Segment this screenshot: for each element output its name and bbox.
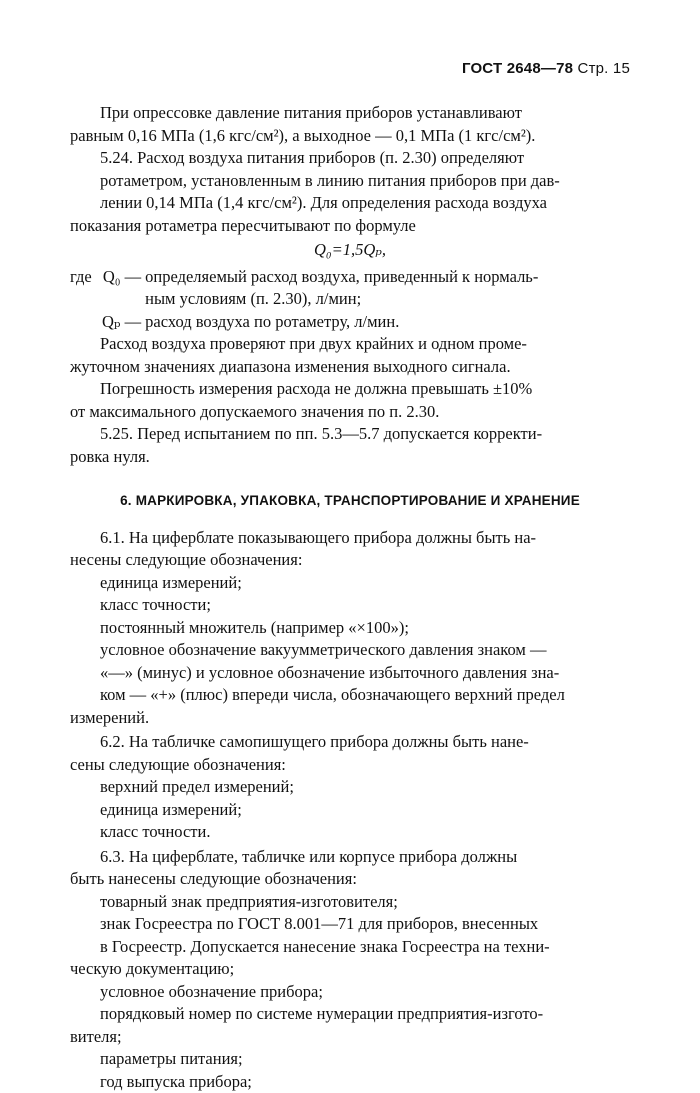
legend-symbol: Q₀ —: [102, 266, 141, 311]
paragraph-5-24: [70, 147, 630, 237]
paragraph-serial-number: [70, 1003, 630, 1048]
page-content: [70, 102, 630, 1093]
text-line: условное обозначение вакуумметрического давления знаком —: [70, 639, 630, 662]
list-item: год выпуска прибора;: [100, 1071, 630, 1093]
legend-description: [145, 266, 630, 311]
text-line: порядковый номер по системе нумерации предприятия-изгото-: [70, 1003, 630, 1026]
text-line: 5.25. Перед испытанием по пп. 5.3—5.7 допускается корректи-: [70, 423, 630, 446]
text-line: 6.2. На табличке самопишущего прибора должны быть нане-: [70, 731, 630, 754]
marking-list: [70, 776, 630, 844]
text-line: от максимального допускаемого значения по п. 2.30.: [70, 402, 439, 421]
list-item: параметры питания;: [100, 1048, 630, 1071]
list-item: постоянный множитель (например «×100»);: [100, 617, 630, 640]
list-item: класс точности.: [100, 821, 630, 844]
text-line: «—» (минус) и условное обозначение избыточного давления зна-: [70, 662, 630, 685]
text-line: несены следующие обозначения:: [70, 550, 302, 569]
list-item: товарный знак предприятия-изготовителя;: [100, 891, 630, 914]
list-item: единица измерений;: [100, 572, 630, 595]
text-line: определяемый расход воздуха, приведенный к нормаль-: [145, 266, 630, 289]
text-line: Расход воздуха проверяют при двух крайних и одном проме-: [70, 333, 630, 356]
formula: Q₀=1,5Qₚ,: [70, 239, 630, 262]
text-line: сены следующие обозначения:: [70, 755, 286, 774]
paragraph-sign-notation: [70, 639, 630, 729]
list-item: условное обозначение прибора;: [100, 981, 630, 1004]
paragraph-error: [70, 378, 630, 423]
text-line: вителя;: [70, 1027, 122, 1046]
legend-description: расход воздуха по ротаметру, л/мин.: [145, 311, 630, 334]
text-line: ротаметром, установленным в линию питания приборов при дав-: [70, 170, 630, 193]
text-line: При опрессовке давление питания приборов устанавливают: [70, 102, 630, 125]
where-label: где: [70, 266, 98, 311]
text-line: ческую документацию;: [70, 959, 234, 978]
text-line: 5.24. Расход воздуха питания приборов (п. 2.30) определяют: [70, 147, 630, 170]
text-line: жуточном значениях диапазона изменения выходного сигнала.: [70, 357, 511, 376]
paragraph-6-1: [70, 527, 630, 572]
text-line: 6.3. На циферблате, табличке или корпусе прибора должны: [70, 846, 630, 869]
text-line: лении 0,14 МПа (1,4 кгс/см²). Для определения расхода воздуха: [70, 192, 630, 215]
paragraph-6-2: [70, 731, 630, 776]
marking-list: [70, 891, 630, 914]
page-number: Стр. 15: [578, 60, 630, 77]
paragraph-6-3: [70, 846, 630, 891]
marking-list: [70, 572, 630, 640]
paragraph-5-25: [70, 423, 630, 468]
text-line: измерений.: [70, 708, 149, 727]
list-item: единица измерений;: [100, 799, 630, 822]
text-line: ком — «+» (плюс) впереди числа, обозначающего верхний предел: [70, 684, 630, 707]
text-line: ным условиям (п. 2.30), л/мин;: [145, 289, 361, 308]
text-line: 6.1. На циферблате показывающего прибора должны быть на-: [70, 527, 630, 550]
marking-list: [70, 1048, 630, 1093]
text-line: знак Госреестра по ГОСТ 8.001—71 для приборов, внесенных: [70, 913, 630, 936]
text-line: равным 0,16 МПа (1,6 кгс/см²), а выходное — 0,1 МПа (1 кгс/см²).: [70, 126, 535, 145]
section-title: 6. МАРКИРОВКА, УПАКОВКА, ТРАНСПОРТИРОВАНИЕ И ХРАНЕНИЕ: [70, 490, 630, 513]
page-header: [462, 60, 630, 77]
text-line: быть нанесены следующие обозначения:: [70, 869, 357, 888]
legend-symbol: Qₚ —: [102, 311, 141, 334]
formula-legend: [70, 266, 630, 334]
list-item: верхний предел измерений;: [100, 776, 630, 799]
paragraph-registry-sign: [70, 913, 630, 981]
text-line: показания ротаметра пересчитывают по формуле: [70, 216, 416, 235]
paragraph-pressure: [70, 102, 630, 147]
text-line: в Госреестр. Допускается нанесение знака Госреестра на техни-: [70, 936, 630, 959]
marking-list: [70, 981, 630, 1004]
standard-number: ГОСТ 2648—78: [462, 60, 573, 77]
text-line: Погрешность измерения расхода не должна превышать ±10%: [70, 378, 630, 401]
text-line: ровка нуля.: [70, 447, 150, 466]
list-item: класс точности;: [100, 594, 630, 617]
paragraph-flow-check: [70, 333, 630, 378]
